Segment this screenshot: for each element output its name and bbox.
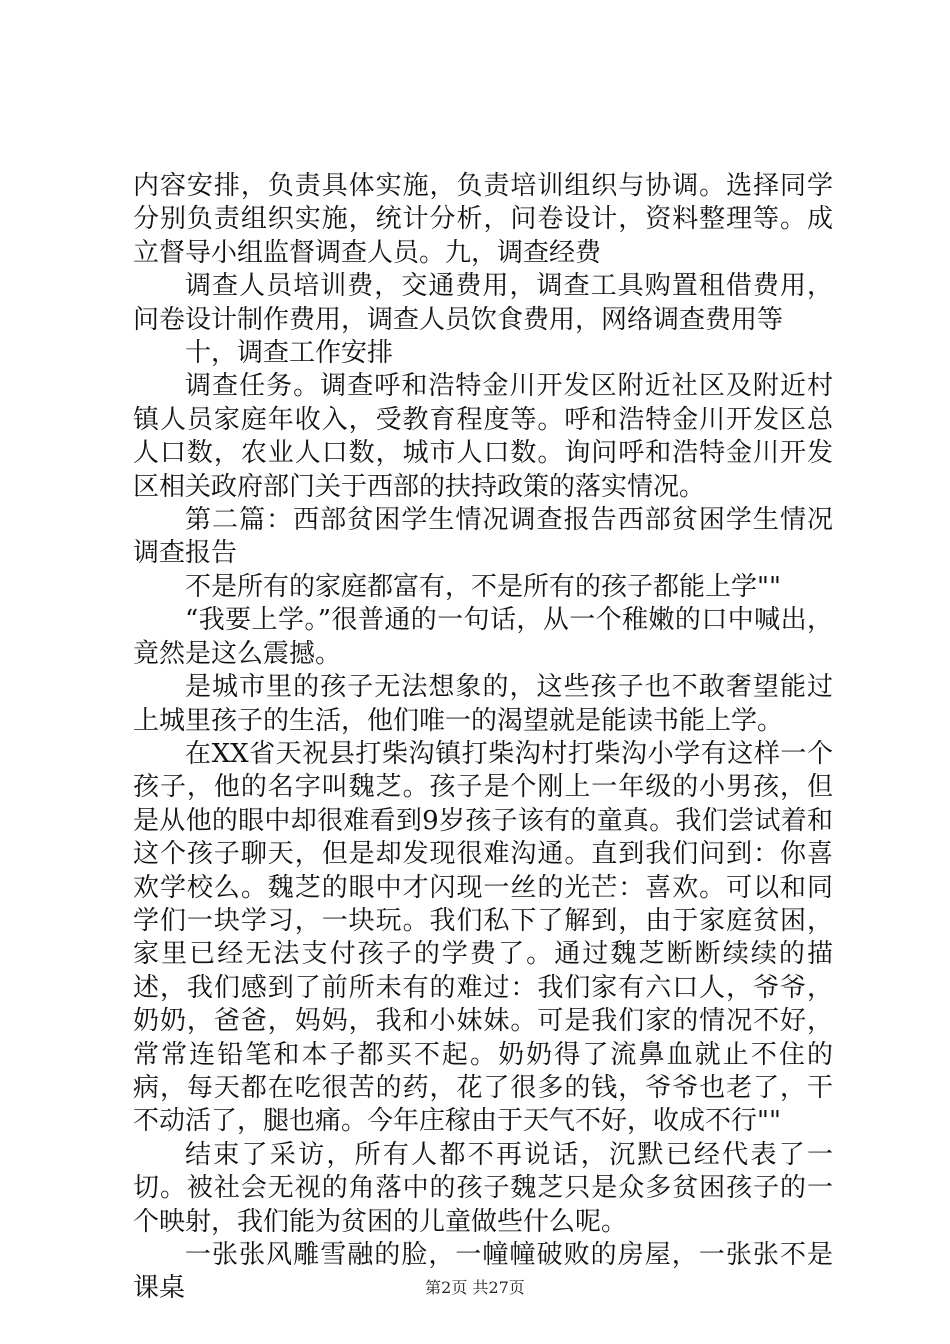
page-footer: 第2页 共27页 — [425, 1278, 525, 1297]
paragraph: 结束了采访，所有人都不再说话，沉默已经代表了一切。被社会无视的角落中的孩子魏芝只是众多贫困孩子的一个映射，我们能为贫困的儿童做些什么呢。 — [133, 1139, 833, 1237]
paragraph: 不是所有的家庭都富有，不是所有的孩子都能上学"" — [185, 571, 781, 602]
section-heading: 十，调查工作安排 — [185, 338, 394, 369]
document-body — [133, 170, 833, 1306]
chapter-title: 第二篇：西部贫困学生情况调查报告西部贫困学生情况调查报告 — [133, 505, 833, 569]
paragraph: 是城市里的孩子无法想象的，这些孩子也不敢奢望能过上城里孩子的生活，他们唯一的渴望就是能读书能上学。 — [133, 672, 833, 736]
paragraph: 调查人员培训费，交通费用，调查工具购置租借费用，问卷设计制作费用，调查人员饮食费用，网络调查费用等 — [133, 271, 833, 335]
paragraph: 内容安排，负责具体实施，负责培训组织与协调。选择同学分别负责组织实施，统计分析，问卷设计，资料整理等。成立督导小组监督调查人员。九，调查经费 — [133, 171, 833, 268]
paragraph: 调查任务。调查呼和浩特金川开发区附近社区及附近村镇人员家庭年收入，受教育程度等。呼和浩特金川开发区总人口数，农业人口数，城市人口数。询问呼和浩特金川开发区相关政府部门关于西部的扶持政策的落实情况。 — [133, 371, 833, 502]
paragraph: 在XX省天祝县打柴沟镇打柴沟村打柴沟小学有这样一个孩子，他的名字叫魏芝。孩子是个刚上一年级的小男孩，但是从他的眼中却很难看到9岁孩子该有的童真。我们尝试着和这个孩子聊天，但是却发现很难沟通。直到我们问到：你喜欢学校么。魏芝的眼中才闪现一丝的光芒：喜欢。可以和同学们一块学习，一块玩。我们私下了解到，由于家庭贫困，家里已经无法支付孩子的学费了。通过魏芝断断续续的描述，我们感到了前所未有的难过：我们家有六口人，爷爷，奶奶，爸爸，妈妈，我和小妹妹。可是我们家的情况不好，常常连铅笔和本子都买不起。奶奶得了流鼻血就止不住的病，每天都在吃很苦的药，花了很多的钱，爷爷也老了，干不动活了，腿也痛。今年庄稼由于天气不好，收成不行"" — [133, 738, 833, 1137]
paragraph: 一张张风雕雪融的脸，一幢幢破败的房屋，一张张不是课桌 — [133, 1240, 833, 1304]
paragraph: “我要上学。”很普通的一句话，从一个稚嫩的口中喊出，竟然是这么震撼。 — [133, 605, 833, 669]
